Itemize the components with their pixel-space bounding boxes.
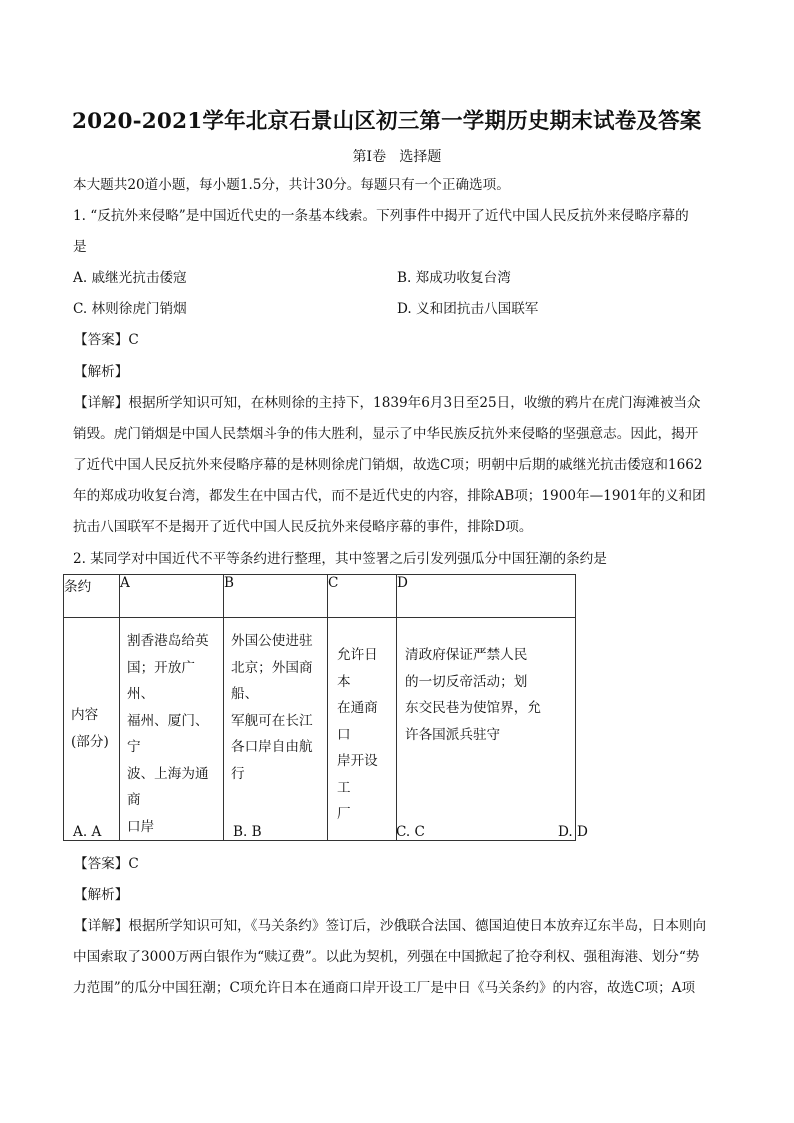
q1-detail-line1 [74, 394, 701, 412]
row-label-line: 内容 [71, 707, 99, 723]
cell-line: 允许日本 [337, 647, 378, 690]
cell-line: 军舰可在长江 [231, 712, 313, 729]
q1-stem-line2: 是 [73, 239, 87, 255]
q1-option-d: D. 义和团抗击八国联军 [397, 301, 539, 317]
cell-line: 外国公使进驻 [231, 633, 313, 649]
cell-line: 岸开设工 [337, 753, 378, 796]
page-title: 2020-2021学年北京石景山区初三第一学期历史期末试卷及答案 [72, 109, 702, 134]
q2-detail-line1 [74, 917, 706, 935]
q2-answer [74, 855, 139, 873]
table-header-cell: C [328, 575, 397, 618]
table-cell-c [328, 618, 397, 841]
detail-text: 根据所学知识可知，《马关条约》签订后，沙俄联合法国、德国迫使日本放弃辽东半岛，日本则向 [128, 918, 707, 934]
table-header-cell: 条约 [64, 575, 120, 618]
cell-line: 波、上海为通商 [127, 765, 209, 808]
cell-line: 福州、厦门、宁 [127, 712, 209, 755]
q1-stem-line1: 1. “反抗外来侵略”是中国近代史的一条基本线索。下列事件中揭开了近代中国人民反抗外来侵略序幕的 [73, 208, 689, 224]
q2-analysis-label: 【解析】 [74, 887, 129, 903]
row-label [64, 618, 120, 841]
q2-detail-line2: 中国索取了3000万两白银作为“赎辽费”。以此为契机，列强在中国掀起了抢夺利权、强租海港、划分“势 [73, 949, 700, 965]
section-title: 第Ⅰ卷 选择题 [352, 149, 442, 165]
cell-line: 许各国派兵驻守 [405, 726, 501, 743]
table-header-cell: A [120, 575, 224, 618]
table-header-cell: B [224, 575, 328, 618]
cell-line: 国；开放广州、 [127, 659, 195, 702]
q2-option-a: A. A [73, 824, 102, 840]
cell-line: 行 [231, 765, 245, 782]
table-row [64, 618, 576, 841]
cell-line: 在通商口 [337, 700, 378, 743]
detail-text: 根据所学知识可知，在林则徐的主持下，1839年6月3日至25日，收缴的鸦片在虎门海滩被当众 [128, 395, 701, 411]
answer-label: 【答案】 [74, 856, 129, 872]
q1-analysis-label: 【解析】 [74, 364, 129, 380]
table-cell-b [224, 618, 328, 841]
q1-detail-line3: 了近代中国人民反抗外来侵略序幕的是林则徐虎门销烟，故选C项；明朝中后期的戚继光抗击倭寇和1662 [73, 457, 703, 473]
cell-line: 各口岸自由航 [231, 739, 313, 755]
q2-option-d: D. D [558, 824, 588, 840]
q1-option-b: B. 郑成功收复台湾 [397, 270, 511, 286]
row-label-line: (部分) [71, 734, 109, 750]
cell-line: 割香港岛给英 [127, 633, 209, 649]
q1-option-c: C. 林则徐虎门销烟 [73, 301, 187, 317]
cell-line: 厂 [337, 806, 351, 822]
q2-option-b: B. B [233, 824, 262, 840]
q2-option-c: C. C [396, 824, 425, 840]
q1-option-a: A. 戚继光抗击倭寇 [73, 270, 187, 286]
q1-detail-line2: 销毁。虎门销烟是中国人民禁烟斗争的伟大胜利，显示了中华民族反抗外来侵略的坚强意志。因此，揭开 [73, 426, 699, 442]
table-header-cell: D [397, 575, 576, 618]
answer-value: C [128, 856, 139, 872]
q2-stem: 2. 某同学对中国近代不平等条约进行整理，其中签署之后引发列强瓜分中国狂潮的条约是 [73, 551, 607, 567]
treaty-table [63, 574, 576, 841]
q1-answer [74, 331, 139, 349]
cell-line: 清政府保证严禁人民 [405, 647, 528, 663]
detail-label: 【详解】 [74, 395, 129, 411]
table-cell-a [120, 618, 224, 841]
cell-line: 东交民巷为使馆界，允 [405, 700, 541, 716]
answer-label: 【答案】 [74, 332, 129, 348]
cell-line: 口岸 [127, 818, 155, 835]
table-cell-d [397, 618, 576, 841]
detail-label: 【详解】 [74, 918, 129, 934]
table-header-row [64, 575, 576, 618]
instructions: 本大题共20道小题，每小题1.5分，共计30分。每题只有一个正确选项。 [73, 177, 510, 193]
answer-value: C [128, 332, 139, 348]
cell-line: 北京；外国商船、 [231, 659, 313, 702]
q1-detail-line4: 年的郑成功收复台湾，都发生在中国古代，而不是近代史的内容，排除AB项；1900年—1901年的义和团 [73, 488, 706, 504]
cell-line: 的一切反帝活动；划 [405, 673, 528, 690]
q2-detail-line3: 力范围”的瓜分中国狂潮；C项允许日本在通商口岸开设工厂是中日《马关条约》的内容，故选C项；A项 [73, 980, 696, 996]
q1-detail-line5: 抗击八国联军不是揭开了近代中国人民反抗外来侵略序幕的事件，排除D项。 [73, 519, 533, 535]
